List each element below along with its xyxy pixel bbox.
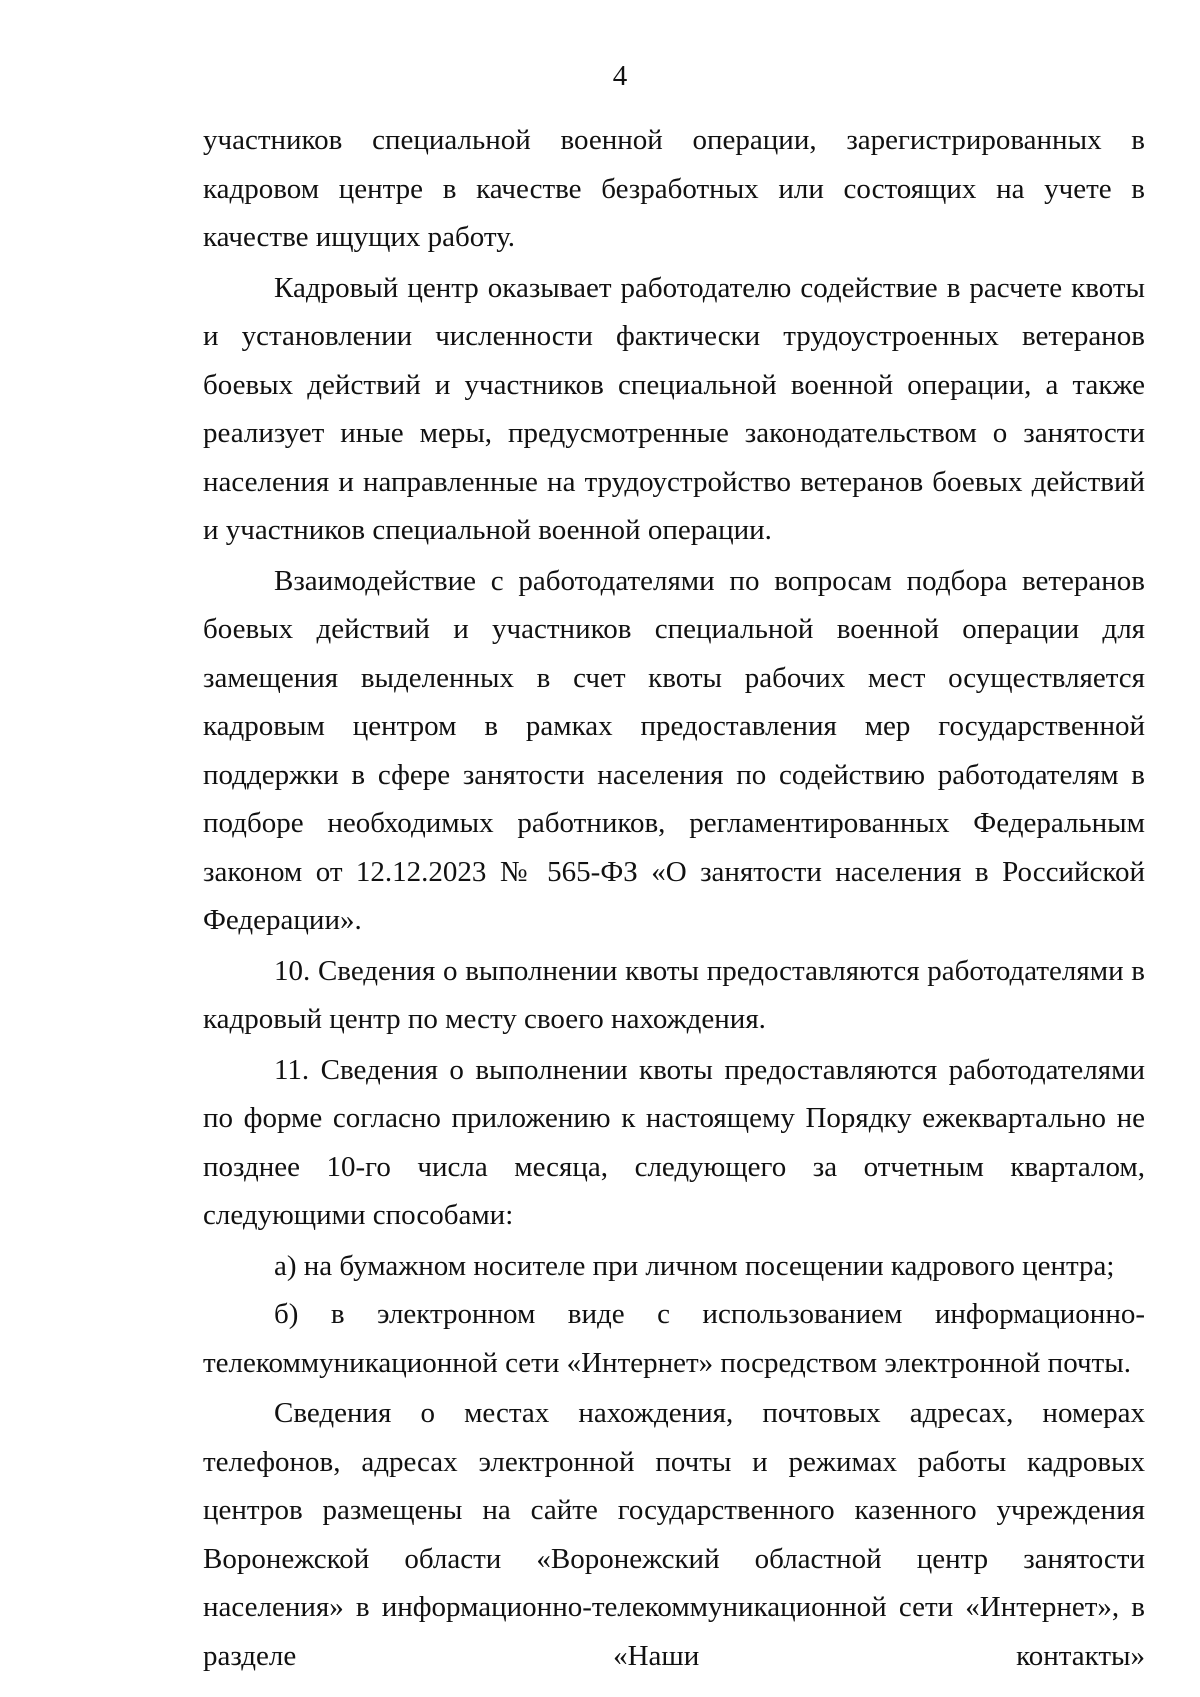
page-number: 4 xyxy=(612,60,628,92)
paragraph: 10. Сведения о выполнении квоты предоставляются работодателями в кадровый центр по месту своего нахождения. xyxy=(203,954,1145,1035)
paragraph: участников специальной военной операции, зарегистрированных в кадровом центре в качестве безработных или состоящих на учете в качестве ищущих работу. xyxy=(203,124,1145,253)
paragraph: Взаимодействие с работодателями по вопросам подбора ветеранов боевых действий и участников специальной военной операции для замещения выделенных в счет квоты рабочих мест осуществляется кадровым центром в рамках предоставления мер государственной поддержки в сфере занятости населения по содействию работодателям в подборе необходимых работников, регламентированных Федеральным законом от 12.12.2023 № 565-ФЗ «О занятости населения в Российской Федерации». xyxy=(203,564,1145,936)
document-body xyxy=(203,116,1145,1680)
paragraph: Кадровый центр оказывает работодателю содействие в расчете квоты и установлении численности фактически трудоустроенных ветеранов боевых действий и участников специальной военной операции, а также реализует иные меры, предусмотренные законодательством о занятости населения и направленные на трудоустройство ветеранов боевых действий и участников специальной военной операции. xyxy=(203,271,1145,546)
paragraph: 11. Сведения о выполнении квоты предоставляются работодателями по форме согласно приложению к настоящему Порядку ежеквартально не позднее 10-го числа месяца, следующего за отчетным кварталом, следующими способами: xyxy=(203,1053,1145,1231)
paragraph: Сведения о местах нахождения, почтовых адресах, номерах телефонов, адресах электронной почты и режимах работы кадровых центров размещены на сайте государственного казенного учреждения Воронежской области «Воронежский областной центр занятости населения» в информационно-телекоммуникационной сети «Интернет», в разделе «Наши контакты» xyxy=(203,1397,1145,1672)
list-item: б) в электронном виде с использованием информационно-телекоммуникационной сети «Интернет» посредством электронной почты. xyxy=(203,1298,1145,1379)
list-item: а) на бумажном носителе при личном посещении кадрового центра; xyxy=(274,1249,1115,1282)
